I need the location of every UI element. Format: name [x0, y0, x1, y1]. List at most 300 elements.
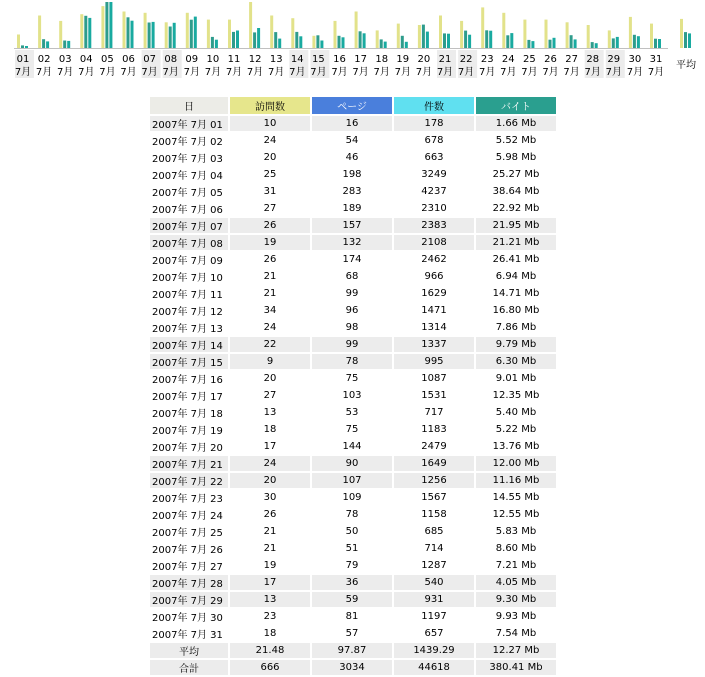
row-hits: 2108: [394, 235, 474, 250]
x-tick-average: 平均: [676, 60, 696, 71]
x-tick-day-02: 02: [37, 54, 51, 65]
row-pages: 68: [312, 269, 392, 284]
bar-visits-21: [439, 16, 442, 49]
row-bytes: 22.92 Mb: [476, 201, 556, 216]
bar-visits-18: [376, 30, 379, 48]
row-hits: 1197: [394, 609, 474, 624]
bar-pages-18: [380, 39, 383, 48]
bar-bytes-09: [194, 17, 197, 48]
bar-bytes-18: [384, 42, 387, 48]
row-visits: 26: [230, 252, 310, 267]
table-row: [150, 252, 556, 267]
row-pages: 75: [312, 371, 392, 386]
bar-bytes-21: [447, 34, 450, 48]
x-tick-month-15: 7月: [310, 67, 327, 78]
bar-pages-20: [422, 25, 425, 48]
row-date: 2007年 7月 23: [150, 490, 228, 505]
table-row: [150, 541, 556, 556]
row-bytes: 9.93 Mb: [476, 609, 556, 624]
x-tick-day-03: 03: [58, 54, 72, 65]
x-tick-month-29: 7月: [605, 67, 622, 78]
x-tick-month-09: 7月: [183, 67, 200, 78]
x-tick-month-12: 7月: [246, 67, 264, 78]
row-hits: 995: [394, 354, 474, 369]
bar-visits-06: [123, 12, 126, 49]
bar-visits-28: [587, 25, 590, 48]
row-date: 2007年 7月 26: [150, 541, 228, 556]
bar-visits-11: [228, 20, 231, 48]
x-tick-day-31: 31: [649, 54, 663, 65]
x-tick-month-25: 7月: [521, 67, 538, 78]
header-hits: 件数: [394, 97, 474, 114]
bar-bytes-27: [574, 39, 577, 48]
row-pages: 90: [312, 456, 392, 471]
row-date: 2007年 7月 21: [150, 456, 228, 471]
row-date: 2007年 7月 14: [150, 337, 228, 352]
bar-pages-11: [232, 32, 235, 48]
row-hits: 4237: [394, 184, 474, 199]
bar-pages-21: [443, 33, 446, 48]
x-tick-day-10: 10: [206, 54, 220, 65]
x-tick-month-21: 7月: [436, 67, 454, 78]
table-row: [150, 609, 556, 624]
row-bytes: 9.01 Mb: [476, 371, 556, 386]
bar-pages-15: [316, 35, 319, 48]
row-hits: 663: [394, 150, 474, 165]
row-date: 2007年 7月 16: [150, 371, 228, 386]
x-tick-day-09: 09: [185, 54, 199, 65]
x-tick-month-20: 7月: [415, 67, 433, 78]
row-date: 2007年 7月 08: [150, 235, 228, 250]
x-tick-month-14: 7月: [289, 67, 306, 78]
x-tick-month-24: 7月: [500, 67, 517, 78]
table-row: [150, 405, 556, 420]
row-pages: 283: [312, 184, 392, 199]
x-tick-month-02: 7月: [35, 67, 53, 78]
x-tick-month-17: 7月: [352, 67, 369, 78]
x-tick-month-06: 7月: [120, 67, 137, 78]
bar-pages-03: [63, 41, 66, 49]
row-pages: 36: [312, 575, 392, 590]
bar-visits-10: [207, 20, 210, 48]
total-hits: 44618: [394, 660, 474, 675]
row-visits: 27: [230, 201, 310, 216]
x-tick-month-22: 7月: [457, 67, 475, 78]
x-tick-day-22: 22: [459, 54, 473, 65]
table-row: [150, 286, 556, 301]
row-visits: 17: [230, 439, 310, 454]
bar-bytes-16: [342, 37, 345, 48]
x-tick-month-30: 7月: [626, 67, 644, 78]
x-tick-day-12: 12: [248, 54, 262, 65]
average-pages: 97.87: [312, 643, 392, 658]
row-hits: 1158: [394, 507, 474, 522]
x-tick-day-21: 21: [438, 54, 452, 65]
bar-pages-24: [506, 35, 509, 48]
x-tick-day-19: 19: [396, 54, 410, 65]
row-hits: 2462: [394, 252, 474, 267]
bar-visits-15: [312, 36, 315, 48]
table-row: [150, 626, 556, 641]
table-row: [150, 558, 556, 573]
x-tick-day-14: 14: [290, 54, 304, 65]
bar-pages-12: [253, 32, 256, 48]
row-date: 2007年 7月 01: [150, 116, 228, 131]
bar-visits-01: [17, 35, 20, 49]
row-pages: 50: [312, 524, 392, 539]
row-visits: 25: [230, 167, 310, 182]
row-date: 2007年 7月 07: [150, 218, 228, 233]
row-hits: 931: [394, 592, 474, 607]
table-row: [150, 184, 556, 199]
row-bytes: 1.66 Mb: [476, 116, 556, 131]
x-tick-day-16: 16: [333, 54, 346, 65]
row-visits: 20: [230, 150, 310, 165]
x-tick-day-29: 29: [607, 54, 621, 65]
bar-visits-09: [186, 13, 189, 48]
row-bytes: 38.64 Mb: [476, 184, 556, 199]
row-visits: 18: [230, 422, 310, 437]
bar-pages-22: [464, 31, 467, 48]
header-day: 日: [150, 97, 228, 114]
row-date: 2007年 7月 25: [150, 524, 228, 539]
row-date: 2007年 7月 22: [150, 473, 228, 488]
row-date: 2007年 7月 10: [150, 269, 228, 284]
bar-visits-29: [608, 30, 611, 48]
row-pages: 144: [312, 439, 392, 454]
row-date: 2007年 7月 11: [150, 286, 228, 301]
row-pages: 198: [312, 167, 392, 182]
row-hits: 1471: [394, 303, 474, 318]
row-visits: 31: [230, 184, 310, 199]
row-bytes: 5.52 Mb: [476, 133, 556, 148]
bar-visits-02: [38, 16, 41, 49]
row-hits: 1256: [394, 473, 474, 488]
row-visits: 24: [230, 133, 310, 148]
bar-pages-17: [359, 31, 362, 48]
row-visits: 21: [230, 541, 310, 556]
row-date: 2007年 7月 02: [150, 133, 228, 148]
bar-visits-08: [165, 22, 168, 48]
bar-visits-26: [545, 20, 548, 48]
row-visits: 17: [230, 575, 310, 590]
daily-stats-table-container: [148, 95, 558, 677]
row-bytes: 6.30 Mb: [476, 354, 556, 369]
bar-bytes-06: [131, 21, 134, 48]
bar-bytes-11: [236, 31, 239, 49]
row-pages: 79: [312, 558, 392, 573]
row-visits: 26: [230, 507, 310, 522]
row-pages: 46: [312, 150, 392, 165]
bar-pages-29: [612, 38, 615, 48]
table-row: [150, 490, 556, 505]
average-hits: 1439.29: [394, 643, 474, 658]
row-date: 2007年 7月 18: [150, 405, 228, 420]
row-bytes: 7.86 Mb: [476, 320, 556, 335]
bar-bytes-31: [658, 39, 661, 48]
bar-visits-30: [629, 17, 632, 48]
row-date: 2007年 7月 06: [150, 201, 228, 216]
row-bytes: 5.40 Mb: [476, 405, 556, 420]
bar-bytes-22: [468, 35, 471, 48]
row-visits: 19: [230, 558, 310, 573]
row-bytes: 21.21 Mb: [476, 235, 556, 250]
row-pages: 53: [312, 405, 392, 420]
row-date: 2007年 7月 09: [150, 252, 228, 267]
bar-bytes-25: [531, 41, 534, 48]
row-bytes: 26.41 Mb: [476, 252, 556, 267]
table-row: [150, 218, 556, 233]
row-date: 2007年 7月 05: [150, 184, 228, 199]
row-bytes: 16.80 Mb: [476, 303, 556, 318]
row-date: 2007年 7月 27: [150, 558, 228, 573]
row-bytes: 5.83 Mb: [476, 524, 556, 539]
bar-visits-19: [397, 24, 400, 48]
row-date: 2007年 7月 20: [150, 439, 228, 454]
x-tick-month-26: 7月: [542, 67, 559, 78]
row-visits: 24: [230, 456, 310, 471]
average-visits: 21.48: [230, 643, 310, 658]
x-tick-day-24: 24: [501, 54, 515, 65]
row-bytes: 9.79 Mb: [476, 337, 556, 352]
row-visits: 13: [230, 592, 310, 607]
row-hits: 540: [394, 575, 474, 590]
x-tick-month-23: 7月: [479, 67, 496, 78]
row-date: 2007年 7月 19: [150, 422, 228, 437]
row-pages: 174: [312, 252, 392, 267]
bar-bytes-12: [257, 28, 260, 48]
bar-visits-25: [523, 20, 526, 48]
row-visits: 20: [230, 371, 310, 386]
row-visits: 21: [230, 524, 310, 539]
bar-bytes-02: [46, 41, 49, 48]
row-bytes: 11.16 Mb: [476, 473, 556, 488]
bar-average-bytes: [688, 33, 691, 48]
table-row: [150, 269, 556, 284]
bar-visits-14: [291, 18, 294, 48]
x-tick-day-01: 01: [16, 54, 30, 65]
table-header-row: [150, 97, 556, 114]
x-tick-month-07: 7月: [141, 67, 158, 78]
row-visits: 27: [230, 388, 310, 403]
row-pages: 16: [312, 116, 392, 131]
row-bytes: 12.00 Mb: [476, 456, 556, 471]
table-row: [150, 507, 556, 522]
total-pages: 3034: [312, 660, 392, 675]
bar-bytes-01: [25, 46, 28, 48]
row-pages: 54: [312, 133, 392, 148]
row-hits: 1649: [394, 456, 474, 471]
row-hits: 1629: [394, 286, 474, 301]
x-tick-month-18: 7月: [373, 67, 390, 78]
row-pages: 57: [312, 626, 392, 641]
table-row: [150, 354, 556, 369]
x-tick-day-26: 26: [544, 54, 557, 65]
row-date: 2007年 7月 03: [150, 150, 228, 165]
bar-visits-20: [418, 25, 421, 48]
row-date: 2007年 7月 15: [150, 354, 228, 369]
bar-visits-24: [502, 13, 505, 48]
bar-bytes-29: [616, 37, 619, 48]
row-bytes: 9.30 Mb: [476, 592, 556, 607]
table-row: [150, 201, 556, 216]
table-average-row: [150, 643, 556, 658]
row-bytes: 21.95 Mb: [476, 218, 556, 233]
bar-pages-05: [105, 2, 108, 48]
table-row: [150, 371, 556, 386]
bar-pages-14: [295, 32, 298, 48]
row-hits: 1087: [394, 371, 474, 386]
row-visits: 24: [230, 320, 310, 335]
bar-bytes-26: [553, 38, 556, 48]
row-pages: 103: [312, 388, 392, 403]
bar-pages-19: [401, 36, 404, 48]
table-row: [150, 116, 556, 131]
table-row: [150, 133, 556, 148]
row-visits: 19: [230, 235, 310, 250]
bar-bytes-08: [173, 23, 176, 48]
bar-pages-16: [338, 36, 341, 48]
bar-pages-27: [570, 35, 573, 48]
row-hits: 657: [394, 626, 474, 641]
row-hits: 178: [394, 116, 474, 131]
row-bytes: 5.22 Mb: [476, 422, 556, 437]
table-row: [150, 592, 556, 607]
bar-pages-10: [211, 37, 214, 48]
table-row: [150, 439, 556, 454]
row-visits: 10: [230, 116, 310, 131]
bar-visits-05: [101, 6, 104, 48]
total-label: 合計: [150, 660, 228, 675]
row-hits: 714: [394, 541, 474, 556]
bar-visits-31: [650, 24, 653, 48]
table-row: [150, 575, 556, 590]
bar-bytes-05: [109, 2, 112, 48]
row-bytes: 8.60 Mb: [476, 541, 556, 556]
x-tick-day-27: 27: [565, 54, 578, 65]
x-tick-month-13: 7月: [268, 67, 285, 78]
total-visits: 666: [230, 660, 310, 675]
x-tick-day-25: 25: [523, 54, 536, 65]
x-tick-month-28: 7月: [584, 67, 601, 78]
bar-bytes-14: [299, 36, 302, 48]
daily-bar-chart: [0, 0, 705, 80]
row-bytes: 12.35 Mb: [476, 388, 556, 403]
row-date: 2007年 7月 28: [150, 575, 228, 590]
bar-bytes-10: [215, 40, 218, 48]
x-tick-month-08: 7月: [162, 67, 179, 78]
row-pages: 75: [312, 422, 392, 437]
row-pages: 107: [312, 473, 392, 488]
bar-pages-01: [21, 45, 24, 48]
row-visits: 9: [230, 354, 310, 369]
bar-bytes-15: [320, 41, 323, 49]
row-hits: 1183: [394, 422, 474, 437]
row-visits: 21: [230, 286, 310, 301]
average-label: 平均: [150, 643, 228, 658]
row-pages: 96: [312, 303, 392, 318]
bar-visits-03: [59, 21, 62, 48]
row-visits: 22: [230, 337, 310, 352]
bar-bytes-24: [510, 33, 513, 48]
row-bytes: 4.05 Mb: [476, 575, 556, 590]
row-visits: 21: [230, 269, 310, 284]
table-row: [150, 388, 556, 403]
table-body: [150, 116, 556, 641]
x-tick-month-19: 7月: [394, 67, 411, 78]
row-bytes: 5.98 Mb: [476, 150, 556, 165]
x-tick-day-30: 30: [628, 54, 642, 65]
table-row: [150, 320, 556, 335]
bar-visits-27: [566, 22, 569, 48]
table-row: [150, 422, 556, 437]
x-tick-day-28: 28: [586, 54, 600, 65]
row-hits: 2383: [394, 218, 474, 233]
bar-bytes-30: [637, 36, 640, 48]
row-hits: 1531: [394, 388, 474, 403]
row-hits: 2479: [394, 439, 474, 454]
bar-pages-26: [549, 40, 552, 48]
bar-pages-13: [274, 32, 277, 48]
row-pages: 81: [312, 609, 392, 624]
bar-pages-06: [127, 17, 130, 48]
bar-bytes-07: [152, 22, 155, 48]
x-tick-day-07: 07: [143, 54, 156, 65]
bar-bytes-23: [489, 31, 492, 48]
total-bytes: 380.41 Mb: [476, 660, 556, 675]
bar-visits-17: [355, 12, 358, 49]
bar-pages-30: [633, 35, 636, 48]
row-hits: 2310: [394, 201, 474, 216]
row-pages: 132: [312, 235, 392, 250]
table-row: [150, 473, 556, 488]
bar-pages-08: [169, 27, 172, 49]
table-row: [150, 167, 556, 182]
bar-bytes-20: [426, 32, 429, 48]
x-tick-day-15: 15: [312, 54, 325, 65]
row-visits: 34: [230, 303, 310, 318]
daily-bar-chart-svg: [0, 0, 705, 80]
x-tick-day-20: 20: [417, 54, 431, 65]
header-visits: 訪問数: [230, 97, 310, 114]
row-hits: 685: [394, 524, 474, 539]
bar-visits-16: [334, 21, 337, 48]
x-tick-day-08: 08: [164, 54, 178, 65]
bar-average-visits: [680, 19, 683, 48]
row-pages: 78: [312, 507, 392, 522]
row-pages: 99: [312, 286, 392, 301]
x-tick-day-05: 05: [101, 54, 114, 65]
row-bytes: 6.94 Mb: [476, 269, 556, 284]
row-pages: 78: [312, 354, 392, 369]
table-row: [150, 337, 556, 352]
bar-bytes-17: [363, 33, 366, 48]
bar-visits-12: [249, 2, 252, 48]
row-hits: 3249: [394, 167, 474, 182]
bar-bytes-28: [595, 43, 598, 48]
x-tick-day-23: 23: [480, 54, 494, 65]
row-bytes: 25.27 Mb: [476, 167, 556, 182]
row-visits: 18: [230, 626, 310, 641]
x-tick-month-04: 7月: [78, 67, 95, 78]
row-visits: 13: [230, 405, 310, 420]
row-hits: 1337: [394, 337, 474, 352]
row-bytes: 14.71 Mb: [476, 286, 556, 301]
table-row: [150, 524, 556, 539]
row-pages: 109: [312, 490, 392, 505]
row-pages: 99: [312, 337, 392, 352]
row-pages: 189: [312, 201, 392, 216]
